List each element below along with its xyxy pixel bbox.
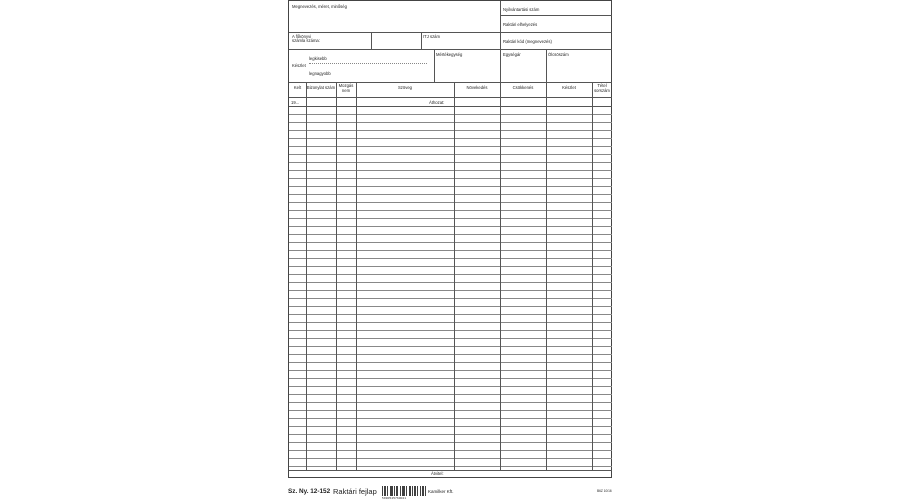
ledger-row-line [289, 194, 612, 195]
col-header-bizonylat: Bizonylat szám [306, 85, 336, 90]
ledger-row-line [289, 202, 612, 203]
barcode-bar [384, 486, 385, 496]
ledger-row-line [289, 298, 612, 299]
barcode-bar [425, 486, 426, 496]
fokonyvi-label-line1: A főkönyvi [292, 34, 312, 39]
header-line [289, 49, 612, 50]
ledger-row-line [289, 354, 612, 355]
form-footer [288, 478, 612, 500]
col-header-tetel-line1: Tétel [597, 83, 607, 88]
header-line [500, 15, 612, 16]
legkisebb-label: legkisebb [309, 56, 327, 61]
egysegar-label: Egységár [503, 52, 521, 57]
raktari-kod-label: Raktári kód (megnevezés) [503, 39, 552, 44]
ledger-column-line [592, 82, 593, 470]
itj-szam-label: ITJ szám [423, 34, 440, 39]
barcode-bar [410, 486, 411, 496]
ledger-row-line [289, 250, 612, 251]
header-divider [434, 49, 435, 82]
barcode-bar [404, 486, 405, 496]
ledger-row-line [289, 386, 612, 387]
table-header-bottom-line [289, 97, 612, 98]
ledger-row-line [289, 410, 612, 411]
barcode-bar [409, 486, 410, 496]
ledger-row-line [289, 210, 612, 211]
barcode-bar [415, 486, 416, 496]
athozat-label: Áthozat: [429, 100, 445, 105]
barcode-bar [396, 486, 397, 496]
barcode-bar [423, 486, 424, 496]
ledger-row-line [289, 242, 612, 243]
ledger-column-line [546, 82, 547, 470]
barcode-number: 5990545760021 [382, 496, 407, 500]
ledger-row-line [289, 146, 612, 147]
col-header-tetel-line2: sorszám [594, 88, 610, 93]
ledger-column-line [306, 82, 307, 470]
keszlet-label: Készlet [292, 63, 306, 68]
ledger-row-line [289, 274, 612, 275]
barcode-bar [420, 486, 421, 496]
ledger-column-line [500, 82, 501, 470]
ledger-column-line [356, 82, 357, 470]
first-row-year-label: 19... [291, 100, 300, 105]
ledger-row-line [289, 418, 612, 419]
ledger-row-line [289, 178, 612, 179]
legnagyobb-label: legnagyobb [309, 71, 331, 76]
ledger-row-line [289, 306, 612, 307]
nyilvantartasi-szam-label: Nyilvántartási szám [503, 7, 540, 12]
ledger-row-line [289, 426, 612, 427]
ledger-row-line [289, 442, 612, 443]
ledger-row-line [289, 362, 612, 363]
barcode-bar [400, 486, 401, 496]
form-code: Sz. Ny. 12-152 [288, 488, 331, 495]
raktari-elhelyezes-label: Raktári elhelyezés [503, 22, 538, 27]
ledger-row-line [289, 170, 612, 171]
barcode-bar [392, 486, 393, 496]
ledger-row-line [289, 290, 612, 291]
ledger-row-line [289, 338, 612, 339]
ledger-row-line [289, 154, 612, 155]
ledger-row-line [289, 130, 612, 131]
print-code: B6Z 10/16 [597, 489, 612, 493]
col-header-noveledes: Növekedés [466, 85, 488, 90]
ledger-row-line [289, 138, 612, 139]
ledger-row-line [289, 162, 612, 163]
ledger-row-line [289, 114, 612, 115]
ledger-row-line [289, 370, 612, 371]
inventory-form-sheet [288, 0, 612, 478]
barcode-bar [387, 486, 388, 496]
barcode-bar [385, 486, 386, 496]
ledger-row-line [289, 186, 612, 187]
ledger-row-line [289, 218, 612, 219]
col-header-szoveg: Szöveg [398, 85, 412, 90]
publisher-name: Kamilker Kft. [428, 489, 454, 494]
barcode-bar [394, 486, 395, 496]
ledger-row-line [289, 458, 612, 459]
header-line [289, 32, 612, 33]
ledger-row-line [289, 434, 612, 435]
barcode-bar [412, 486, 413, 496]
ledger-row-line [289, 330, 612, 331]
barcode-bar [417, 486, 418, 496]
ledger-row-line [289, 322, 612, 323]
ledger-column-line [454, 82, 455, 470]
ledger-column-line [336, 82, 337, 470]
barcode-bar [390, 486, 391, 496]
ledger-row-line [289, 402, 612, 403]
header-divider [371, 32, 372, 49]
ledger-row-line [289, 378, 612, 379]
barcode-bar [402, 486, 403, 496]
col-header-mozgas-line2: nem [341, 88, 351, 93]
ledger-row-line [289, 314, 612, 315]
ledger-row-line [289, 258, 612, 259]
ledger-row-line [289, 450, 612, 451]
barcode-bar [397, 486, 398, 496]
barcode-bar [406, 486, 407, 496]
total-row-top-line [289, 470, 612, 471]
header-line [289, 82, 612, 83]
form-title: Raktári fejlap [333, 487, 377, 496]
col-header-csokkenes: Csökkenés [512, 85, 534, 90]
first-row-bottom-line [289, 106, 612, 107]
ledger-row-line [289, 394, 612, 395]
barcode-bar [391, 486, 392, 496]
fokonyvi-label-line2: számla száma: [292, 38, 320, 43]
col-header-keszlet: Készlet [562, 85, 576, 90]
ledger-row-line [289, 226, 612, 227]
barcode-bar [414, 486, 415, 496]
olcsosszeg-label: Ólcsöszám [548, 52, 569, 57]
header-divider [546, 49, 547, 82]
megnevezes-label: Megnevezés, méret, minőség [292, 4, 347, 9]
mertekegyseg-label: Mértékegység [436, 52, 463, 57]
ledger-row-line [289, 466, 612, 467]
col-header-mozgas-line1: Mozgás [338, 83, 354, 88]
atvitel-label: Átvitel: [431, 471, 444, 476]
ledger-row-line [289, 266, 612, 267]
ledger-row-line [289, 346, 612, 347]
legkisebb-dotted-line [309, 63, 427, 64]
header-divider [500, 1, 501, 49]
ledger-row-line [289, 234, 612, 235]
barcode-bar [422, 486, 423, 496]
barcode-icon [382, 486, 426, 496]
header-divider [421, 32, 422, 49]
ledger-row-line [289, 282, 612, 283]
col-header-kelt: Kelt [293, 85, 302, 90]
ledger-row-line [289, 122, 612, 123]
barcode-bar [403, 486, 404, 496]
barcode-bar [382, 486, 383, 496]
header-divider [500, 49, 501, 82]
